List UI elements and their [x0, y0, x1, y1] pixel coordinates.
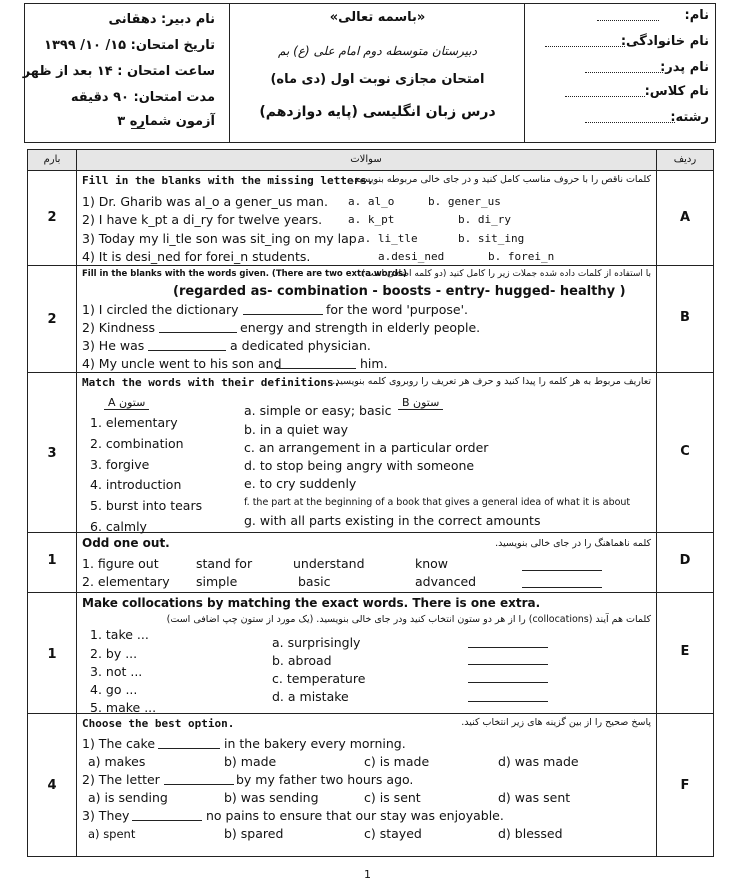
section-e-blank[interactable]: [468, 701, 548, 702]
match-definition: g. with all parts existing in the correct amounts: [244, 513, 541, 528]
section-d-title-fa: کلمه ناهماهنگ را در جای خالی بنویسید.: [495, 538, 651, 549]
section-b-title-fa: با استفاده از کلمات داده شده جملات زیر را کامل کنید (دو کلمه اضافی است).: [358, 269, 651, 279]
section-d-row: D: [679, 553, 691, 568]
collocation-left: 2. by ...: [90, 646, 138, 661]
section-f-q2-start: 2) The letter: [82, 772, 160, 787]
section-a-q1: 1) Dr. Gharib was al_o a gener_us man.: [82, 194, 328, 209]
choice-option[interactable]: b) spared: [224, 826, 284, 841]
header-title: «باسمه تعالی»: [329, 10, 426, 25]
exam-header: [24, 3, 716, 143]
section-a-q1-b: b. gener_us: [428, 195, 501, 208]
section-a-title-fa: کلمات ناقص را با حروف مناسب کامل کنید و در جای خالی مربوطه بنویسید.: [351, 174, 651, 185]
odd-option: 1. figure out: [82, 556, 159, 571]
questions-table: [27, 149, 714, 857]
section-b-q3-blank[interactable]: [148, 350, 226, 351]
row-line: [28, 592, 713, 593]
row-column-header: ردیف: [673, 154, 697, 165]
section-b-q1-start: 1) I circled the dictionary: [82, 302, 239, 317]
row-line: [28, 372, 713, 373]
section-f-q1-end: in the bakery every morning.: [224, 736, 406, 751]
collocation-right: a. surprisingly: [272, 635, 361, 650]
section-a-q2: 2) I have k_pt a di_ry for twelve years.: [82, 212, 323, 227]
section-b-row: B: [680, 310, 690, 325]
section-b-q4-start: 4) My uncle went to his son and: [82, 356, 282, 371]
column-b-header: ستون B: [398, 396, 443, 410]
section-d-blank[interactable]: [522, 570, 602, 571]
test-number: آزمون شماره ۳: [117, 114, 215, 129]
choice-option[interactable]: b) was sending: [224, 790, 319, 805]
questions-column-header: سوالات: [350, 154, 382, 165]
score-column-header: بارم: [43, 154, 61, 165]
section-f-q2-end: by my father two hours ago.: [236, 772, 414, 787]
match-definition: f. the part at the beginning of a book that gives a general idea of what it is about: [244, 497, 631, 508]
section-a-q3-b: b. sit_ing: [458, 232, 525, 245]
row-line: [28, 265, 713, 266]
odd-option: understand: [293, 556, 365, 571]
section-f-q3-start: 3) They: [82, 808, 130, 823]
section-e-blank[interactable]: [468, 682, 548, 683]
match-word: 1. elementary: [90, 415, 178, 430]
match-word: 6. calmly: [90, 519, 147, 534]
choice-option[interactable]: a) spent: [88, 827, 136, 841]
section-b-q2-end: energy and strength in elderly people.: [240, 320, 481, 335]
odd-option: know: [415, 556, 449, 571]
section-e-score: 1: [47, 647, 57, 662]
section-f-q3-end: no pains to ensure that our stay was enjoyable.: [206, 808, 504, 823]
section-a-q2-b: b. di_ry: [458, 213, 511, 226]
section-b-q3-end: a dedicated physician.: [230, 338, 371, 353]
match-definition: b. in a quiet way: [244, 422, 349, 437]
section-b-q2-start: 2) Kindness: [82, 320, 155, 335]
section-a-q1-a: a. al_o: [348, 195, 395, 208]
odd-option: stand for: [196, 556, 253, 571]
family-name-label: نام خانوادگی:: [620, 34, 709, 49]
section-a-q3-a: a. li_tle: [358, 232, 418, 245]
choice-option[interactable]: a) is sending: [88, 790, 168, 805]
student-name-label: نام:: [684, 8, 709, 23]
section-f-score: 4: [47, 778, 57, 793]
collocation-left: 1. take ...: [90, 627, 149, 642]
section-b-q2-blank[interactable]: [159, 332, 237, 333]
father-name-label: نام پدر:: [660, 60, 709, 75]
collocation-left: 3. not ...: [90, 664, 143, 679]
choice-option[interactable]: b) made: [224, 754, 277, 769]
section-b-title-en: Fill in the blanks with the words given. (There are two extra words): [82, 269, 407, 279]
section-f-title-en: Choose the best option.: [82, 717, 235, 730]
collocation-left: 5. make ...: [90, 700, 157, 715]
exam-date: تاریخ امتحان: ۱۵/ ۱۰/ ۱۳۹۹: [44, 38, 215, 53]
odd-option: advanced: [415, 574, 477, 589]
teacher-name: نام دبیر: دهقانی: [108, 12, 215, 27]
section-b-q4-end: him.: [360, 356, 388, 371]
section-a-q3: 3) Today my li_tle son was sit_ing on my lap.: [82, 231, 361, 246]
section-e-blank[interactable]: [468, 664, 548, 665]
exam-duration: مدت امتحان: ۹۰ دقیقه: [70, 90, 215, 105]
choice-option[interactable]: c) stayed: [364, 826, 422, 841]
row-divider: [656, 150, 657, 856]
column-a-header: ستون A: [104, 396, 149, 410]
section-b-word-bank: (regarded as- combination - boosts - entry- hugged- healthy ): [173, 284, 626, 299]
section-a-q2-a: a. k_pt: [348, 213, 395, 226]
field-input[interactable]: [585, 122, 675, 123]
odd-option: simple: [196, 574, 238, 589]
father-name-field[interactable]: [585, 72, 663, 73]
match-definition: c. an arrangement in a particular order: [244, 440, 489, 455]
choice-option[interactable]: d) was made: [498, 754, 579, 769]
section-f-title-fa: پاسخ صحیح را از بین گزینه های زیر انتخاب کنید.: [461, 717, 651, 728]
row-line: [28, 170, 713, 171]
match-definition: d. to stop being angry with someone: [244, 458, 475, 473]
match-word: 4. introduction: [90, 477, 182, 492]
odd-option: 2. elementary: [82, 574, 170, 589]
section-a-title-en: Fill in the blanks with the missing letters.: [82, 174, 374, 187]
section-f-q1-start: 1) The cake: [82, 736, 156, 751]
choice-option[interactable]: a) makes: [88, 754, 146, 769]
match-definition: e. to cry suddenly: [244, 476, 357, 491]
section-d-score: 1: [47, 553, 57, 568]
section-d-title-en: Odd one out.: [82, 536, 170, 550]
class-name-field[interactable]: [565, 96, 645, 97]
section-c-row: C: [680, 444, 690, 459]
section-e-blank[interactable]: [468, 647, 548, 648]
section-a-row: A: [679, 210, 691, 225]
section-e-title-en: Make collocations by matching the exact words. There is one extra.: [82, 596, 541, 610]
section-c-score: 3: [47, 446, 57, 461]
exam-name: امتحان مجازی نوبت اول (دی ماه): [270, 72, 485, 87]
collocation-left: 4. go ...: [90, 682, 138, 697]
class-name-label: نام کلاس:: [644, 84, 709, 99]
student-name-field[interactable]: [597, 20, 659, 21]
section-d-blank[interactable]: [522, 587, 602, 588]
section-f-q2-blank[interactable]: [164, 784, 234, 785]
match-word: 2. combination: [90, 436, 184, 451]
family-name-field[interactable]: [545, 46, 625, 47]
match-definition: a. simple or easy; basic: [244, 403, 392, 418]
section-b-q4-blank[interactable]: [276, 368, 356, 369]
match-word: 3. forgive: [90, 457, 150, 472]
collocation-right: d. a mistake: [272, 689, 349, 704]
section-a-q4-b: b. forei_n: [488, 250, 555, 263]
section-f-row: F: [680, 778, 690, 793]
section-c-title-fa: تعاریف مربوط به هر کلمه را پیدا کنید و حرف هر تعریف را روبروی کلمه بنویسید.: [332, 376, 651, 387]
section-c-title-en: Match the words with their definitions.: [82, 376, 341, 389]
choice-option[interactable]: c) is sent: [364, 790, 421, 805]
section-a-score: 2: [47, 210, 57, 225]
odd-option: basic: [298, 574, 331, 589]
exam-time: ساعت امتحان : ۱۴ بعد از ظهر: [22, 64, 215, 79]
school-name: دبیرستان متوسطه دوم امام علی (ع) بم: [278, 44, 477, 58]
collocation-right: c. temperature: [272, 671, 366, 686]
section-b-q3-start: 3) He was: [82, 338, 145, 353]
section-a-q4-a: a.desi_ned: [378, 250, 445, 263]
section-a-q4: 4) It is desi_ned for forei_n students.: [82, 249, 311, 264]
section-e-row: E: [680, 644, 690, 659]
page-number: 1: [364, 868, 371, 881]
score-divider: [76, 150, 77, 856]
section-f-q3-blank[interactable]: [132, 820, 202, 821]
subject-name: درس زبان انگلیسی (پایه دوازدهم): [259, 104, 496, 120]
collocation-right: b. abroad: [272, 653, 332, 668]
test-number-underline: [131, 128, 145, 129]
choice-option[interactable]: d) blessed: [498, 826, 563, 841]
section-b-q1-end: for the word 'purpose'.: [326, 302, 468, 317]
match-word: 5. burst into tears: [90, 498, 203, 513]
section-e-title-fa: کلمات هم آیند (collocations) را از هر دو ستون انتخاب کنید ودر جای خالی بنویسید. (یک مورد از ستون چپ اضافی است): [166, 614, 651, 625]
section-b-q1-blank[interactable]: [243, 314, 323, 315]
field-label: رشته:: [670, 110, 709, 125]
section-b-score: 2: [47, 312, 57, 327]
choice-option[interactable]: c) is made: [364, 754, 430, 769]
choice-option[interactable]: d) was sent: [498, 790, 571, 805]
section-f-q1-blank[interactable]: [158, 748, 220, 749]
